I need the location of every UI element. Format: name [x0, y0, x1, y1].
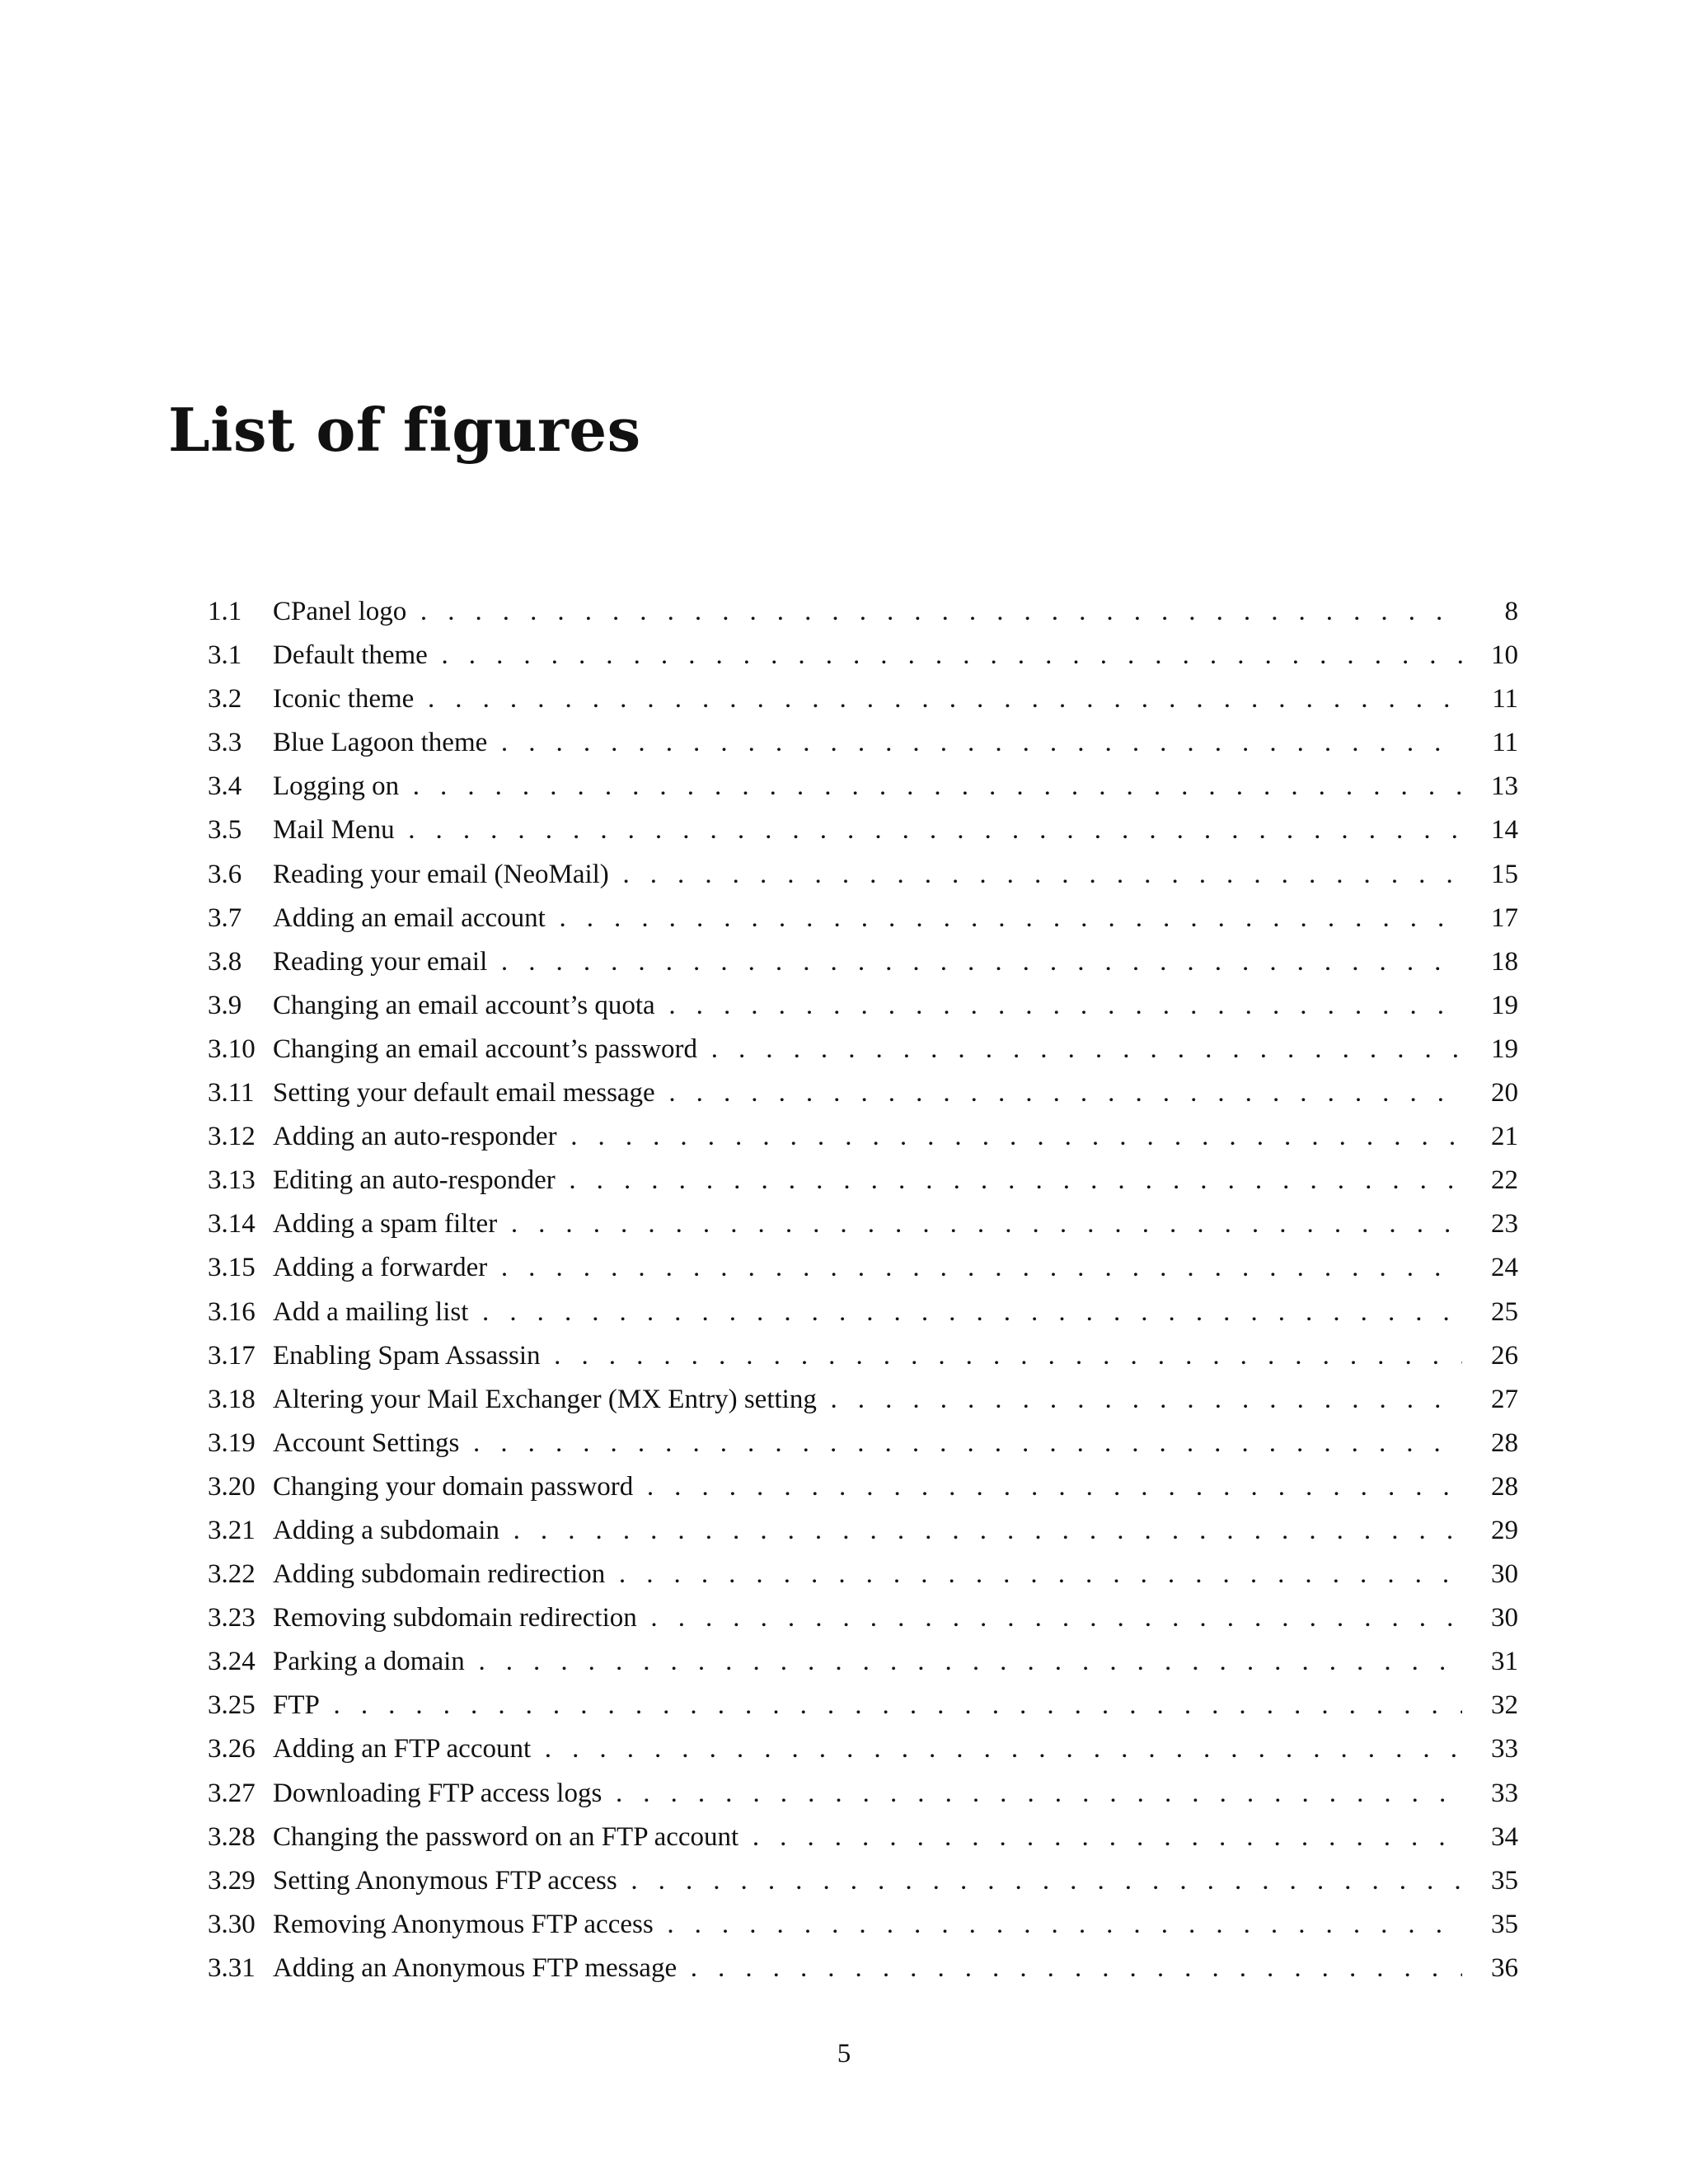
figure-page-number: 21: [1491, 1122, 1518, 1152]
figure-page-number: 15: [1491, 859, 1518, 889]
figure-entry[interactable]: [208, 1071, 1518, 1115]
figure-entry[interactable]: [208, 853, 1518, 897]
figure-number: 3.6: [208, 859, 242, 889]
figure-page-number: 20: [1491, 1078, 1518, 1108]
figure-number: 3.11: [208, 1078, 255, 1108]
figure-number: 3.17: [208, 1340, 256, 1371]
figure-page-number: 35: [1491, 1909, 1518, 1939]
figure-caption: Add a mailing list . . .: [273, 1291, 1462, 1334]
figure-entry[interactable]: [208, 1422, 1518, 1465]
figure-entry[interactable]: [208, 1291, 1518, 1334]
figure-caption: Adding an FTP account . . .: [273, 1727, 1462, 1771]
figure-caption: Changing your domain password . . .: [273, 1465, 1462, 1509]
figure-caption: CPanel logo . . .: [273, 590, 1462, 634]
figure-caption: Editing an auto-responder . . .: [273, 1159, 1462, 1202]
figure-caption: Adding a subdomain . . .: [273, 1509, 1462, 1553]
figure-list: [208, 590, 1518, 1990]
figure-page-number: 13: [1491, 771, 1518, 802]
figure-number: 3.7: [208, 902, 242, 933]
figure-number: 3.16: [208, 1296, 256, 1327]
figure-page-number: 29: [1491, 1515, 1518, 1545]
figure-page-number: 19: [1491, 990, 1518, 1020]
figure-page-number: 27: [1491, 1384, 1518, 1414]
figure-entry[interactable]: [208, 1028, 1518, 1071]
figure-entry[interactable]: [208, 1202, 1518, 1246]
figure-page-number: 24: [1491, 1253, 1518, 1283]
figure-page-number: 8: [1504, 597, 1518, 626]
figure-number: 3.25: [208, 1690, 256, 1721]
figure-entry[interactable]: [208, 1727, 1518, 1771]
figure-entry[interactable]: [208, 1334, 1518, 1378]
figure-page-number: 36: [1491, 1952, 1518, 1983]
figure-caption: Changing an email account’s password . . .: [273, 1028, 1462, 1071]
figure-entry[interactable]: [208, 1684, 1518, 1727]
figure-number: 3.5: [208, 815, 242, 846]
figure-page-number: 28: [1491, 1471, 1518, 1502]
figure-number: 3.1: [208, 640, 242, 671]
figure-caption: Blue Lagoon theme . . .: [273, 721, 1462, 765]
figure-entry[interactable]: [208, 1159, 1518, 1202]
figure-caption: Setting Anonymous FTP access . . .: [273, 1859, 1462, 1903]
figure-number: 1.1: [208, 597, 242, 626]
figure-number: 3.4: [208, 771, 242, 802]
figure-entry[interactable]: [208, 721, 1518, 765]
figure-entry[interactable]: [208, 765, 1518, 808]
figure-entry[interactable]: [208, 1596, 1518, 1640]
figure-entry[interactable]: [208, 1640, 1518, 1684]
figure-entry[interactable]: [208, 1553, 1518, 1596]
figure-caption: Removing subdomain redirection . . .: [273, 1596, 1462, 1640]
figure-page-number: 33: [1491, 1778, 1518, 1808]
figure-entry[interactable]: [208, 1947, 1518, 1990]
figure-number: 3.22: [208, 1559, 256, 1590]
figure-number: 3.27: [208, 1778, 256, 1808]
figure-page-number: 10: [1491, 640, 1518, 671]
figure-page-number: 14: [1491, 815, 1518, 846]
figure-page-number: 32: [1491, 1690, 1518, 1721]
figure-page-number: 26: [1491, 1340, 1518, 1371]
figure-caption: Adding an email account . . .: [273, 897, 1462, 940]
figure-number: 3.14: [208, 1209, 256, 1240]
figure-caption: Logging on . . .: [273, 765, 1462, 808]
figure-number: 3.19: [208, 1427, 256, 1458]
figure-entry[interactable]: [208, 1378, 1518, 1422]
figure-caption: Parking a domain . . .: [273, 1640, 1462, 1684]
figure-number: 3.3: [208, 728, 242, 758]
figure-caption: Altering your Mail Exchanger (MX Entry) setting . . .: [273, 1378, 1462, 1422]
figure-caption: Enabling Spam Assassin . . .: [273, 1334, 1462, 1378]
figure-page-number: 33: [1491, 1734, 1518, 1765]
figure-page-number: 23: [1491, 1209, 1518, 1240]
figure-caption: Downloading FTP access logs . . .: [273, 1772, 1462, 1816]
figure-page-number: 31: [1491, 1647, 1518, 1677]
figure-number: 3.9: [208, 990, 242, 1020]
figure-number: 3.29: [208, 1865, 256, 1896]
figure-number: 3.23: [208, 1603, 256, 1633]
figure-caption: FTP . . .: [273, 1684, 1462, 1727]
page-number: 5: [837, 2039, 851, 2069]
figure-page-number: 11: [1492, 728, 1518, 758]
figure-page-number: 30: [1491, 1559, 1518, 1590]
figure-number: 3.28: [208, 1821, 256, 1852]
figure-caption: Adding an auto-responder . . .: [273, 1115, 1462, 1159]
figure-caption: Changing an email account’s quota . . .: [273, 984, 1462, 1028]
figure-entry[interactable]: [208, 590, 1518, 634]
figure-entry[interactable]: [208, 984, 1518, 1028]
figure-entry[interactable]: [208, 1509, 1518, 1553]
figure-caption: Iconic theme . . .: [273, 677, 1462, 721]
figure-entry[interactable]: [208, 1816, 1518, 1859]
figure-number: 3.12: [208, 1122, 256, 1152]
figure-entry[interactable]: [208, 1772, 1518, 1816]
figure-number: 3.10: [208, 1033, 256, 1064]
figure-number: 3.30: [208, 1909, 256, 1939]
figure-page-number: 22: [1491, 1165, 1518, 1196]
figure-number: 3.20: [208, 1471, 256, 1502]
figure-page-number: 11: [1492, 684, 1518, 715]
figure-entry[interactable]: [208, 1246, 1518, 1290]
figure-caption: Mail Menu . . .: [273, 808, 1462, 852]
figure-page-number: 34: [1491, 1821, 1518, 1852]
figure-number: 3.26: [208, 1734, 256, 1765]
figure-page-number: 18: [1491, 946, 1518, 977]
figure-number: 3.31: [208, 1952, 256, 1983]
figure-entry[interactable]: [208, 1903, 1518, 1947]
figure-entry[interactable]: [208, 1859, 1518, 1903]
figure-entry[interactable]: [208, 808, 1518, 852]
figure-entry[interactable]: [208, 940, 1518, 984]
figure-caption: Reading your email . . .: [273, 940, 1462, 984]
figure-page-number: 25: [1491, 1296, 1518, 1327]
figure-caption: Adding a spam filter . . .: [273, 1202, 1462, 1246]
figure-caption: Changing the password on an FTP account . . .: [273, 1816, 1462, 1859]
figure-number: 3.8: [208, 946, 242, 977]
figure-page-number: 35: [1491, 1865, 1518, 1896]
figure-caption: Default theme . . .: [273, 634, 1462, 677]
page-title: List of figures: [168, 395, 641, 465]
figure-entry[interactable]: [208, 897, 1518, 940]
figure-number: 3.21: [208, 1515, 256, 1545]
figure-number: 3.2: [208, 684, 242, 715]
figure-entry[interactable]: [208, 634, 1518, 677]
figure-number: 3.18: [208, 1384, 256, 1414]
figure-page-number: 28: [1491, 1427, 1518, 1458]
figure-number: 3.15: [208, 1253, 256, 1283]
figure-caption: Account Settings . . .: [273, 1422, 1462, 1465]
figure-page-number: 30: [1491, 1603, 1518, 1633]
figure-page-number: 17: [1491, 902, 1518, 933]
figure-entry[interactable]: [208, 1465, 1518, 1509]
figure-caption: Adding a forwarder . . .: [273, 1246, 1462, 1290]
figure-caption: Setting your default email message . . .: [273, 1071, 1462, 1115]
figure-caption: Adding an Anonymous FTP message . . .: [273, 1947, 1462, 1990]
figure-entry[interactable]: [208, 1115, 1518, 1159]
figure-number: 3.24: [208, 1647, 256, 1677]
figure-caption: Removing Anonymous FTP access . . .: [273, 1903, 1462, 1947]
figure-caption: Adding subdomain redirection . . .: [273, 1553, 1462, 1596]
figure-entry[interactable]: [208, 677, 1518, 721]
figure-caption: Reading your email (NeoMail) . . .: [273, 853, 1462, 897]
figure-page-number: 19: [1491, 1033, 1518, 1064]
figure-number: 3.13: [208, 1165, 256, 1196]
